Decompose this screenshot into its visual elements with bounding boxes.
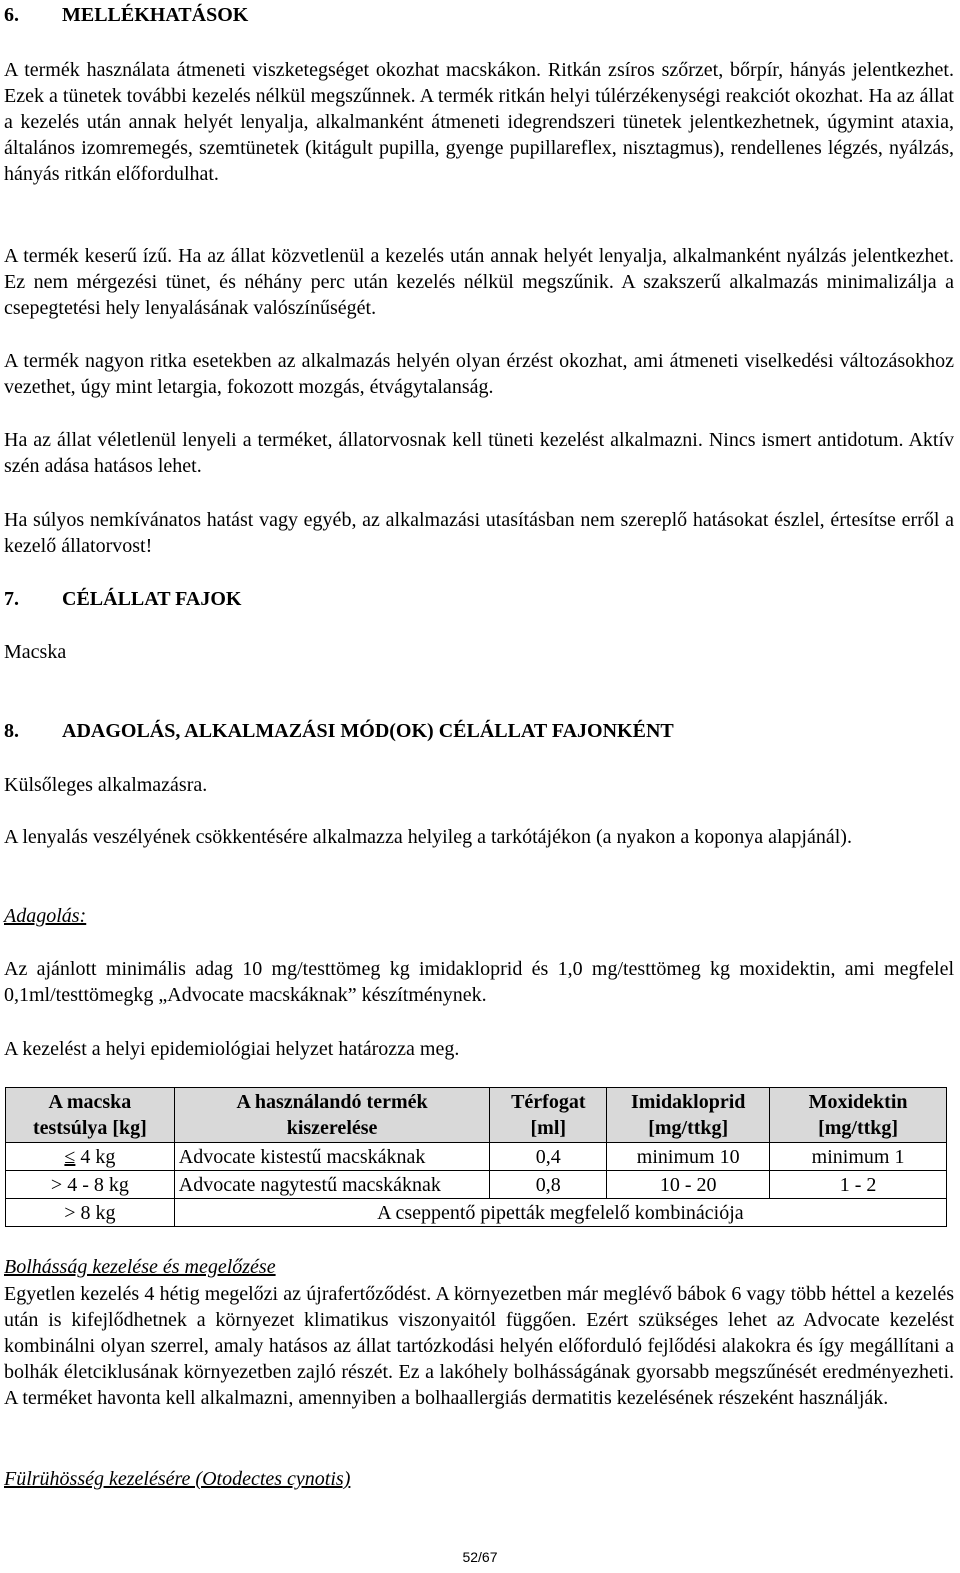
application-site-text: A lenyalás veszélyének csökkentésére alkalmazza helyileg a tarkótájékon (a nyakon a koponya alapjánál).: [4, 826, 852, 848]
table-row: [6, 1199, 947, 1227]
section-6-heading: [4, 2, 954, 28]
section-number: 7.: [4, 588, 19, 610]
table-cell-imidacloprid: minimum 10: [607, 1143, 770, 1171]
table-row: [6, 1171, 947, 1199]
section-title: CÉLÁLLAT FAJOK: [62, 588, 242, 610]
table-cell-weight: ≤ 4 kg: [6, 1143, 175, 1171]
table-cell-weight: > 8 kg: [6, 1199, 175, 1227]
dosage-table: [5, 1087, 947, 1227]
side-effects-paragraph-4: Ha az állat véletlenül lenyeli a terméket, állatorvosnak kell tüneti kezelést alkalmazni. Nincs ismert antidotum. Aktív szén adása hatásos lehet.: [4, 429, 954, 477]
table-cell-product: Advocate nagytestű macskáknak: [174, 1171, 490, 1199]
section-7-heading: [4, 586, 954, 612]
ear-mites-subheading: Fülrühösség kezelésére (Otodectes cynotis): [4, 1468, 351, 1490]
table-header-row: [6, 1088, 947, 1143]
table-cell-weight: > 4 - 8 kg: [6, 1171, 175, 1199]
recommended-dose-text: Az ajánlott minimális adag 10 mg/testtömeg kg imidakloprid és 1,0 mg/testtömeg kg moxidektin, ami megfelel 0,1ml/testtömegkg „Advocate macskáknak” készítménynek.: [4, 958, 954, 1006]
side-effects-paragraph-3: A termék nagyon ritka esetekben az alkalmazás helyén olyan érzést okozhat, ami átmeneti viselkedési változásokhoz vezethet, úgy mint letargia, fokozott mozgás, étvágytalanság.: [4, 350, 954, 398]
table-cell-imidacloprid: 10 - 20: [607, 1171, 770, 1199]
side-effects-paragraph-2: A termék keserű ízű. Ha az állat közvetlenül a kezelés után annak helyét lenyalja, alkalmanként nyálzás jelentkezhet. Ez nem mérgezési tünet, és néhány perc után kezelés nélkül megszűnik. A szakszerű alkalmazás minimalizálja a csepegtetési hely lenyalásának valószínűségét.: [4, 245, 954, 319]
external-use-text: Külsőleges alkalmazásra.: [4, 774, 208, 796]
section-title: ADAGOLÁS, ALKALMAZÁSI MÓD(OK) CÉLÁLLAT FAJONKÉNT: [62, 720, 674, 742]
section-number: 8.: [4, 720, 19, 742]
flea-treatment-text: Egyetlen kezelés 4 hétig megelőzi az újrafertőződést. A környezetben már meglévő bábok 6 vagy több héttel a kezelés után is kifejlődhetnek a környezet klimatikus viszonyaitól függően. Ezért szükséges lehet az Advocate kezelést kombinálni olyan szerrel, amaly hatásos az állat tartózkodási helyén előforduló fejlődési alakokra és így megállítani a bolhák életciklusának környezetben zajló részét. Ez a lakóhely bolhásságának gyorsabb megszűnését eredményezheti. A terméket havonta kell alkalmazni, amennyiben a bolhaallergiás dermatitis kezelésének részeként használják.: [4, 1283, 954, 1409]
table-cell-moxidectin: minimum 1: [770, 1143, 947, 1171]
table-header-moxidectin: Moxidektin [mg/ttkg]: [770, 1088, 947, 1143]
table-cell-combination-note: A cseppentő pipetták megfelelő kombinációja: [174, 1199, 946, 1227]
table-cell-moxidectin: 1 - 2: [770, 1171, 947, 1199]
side-effects-paragraph-5: Ha súlyos nemkívánatos hatást vagy egyéb, az alkalmazási utasításban nem szereplő hatásokat észlel, értesítse erről a kezelő állatorvost!: [4, 509, 954, 557]
table-cell-product: Advocate kistestű macskáknak: [174, 1143, 490, 1171]
section-number: 6.: [4, 4, 19, 26]
epidemiology-text: A kezelést a helyi epidemiológiai helyzet határozza meg.: [4, 1038, 460, 1060]
table-header-product: A használandó termék kiszerelése: [174, 1088, 490, 1143]
table-header-volume: Térfogat [ml]: [490, 1088, 607, 1143]
target-species: Macska: [4, 641, 67, 663]
table-row: [6, 1143, 947, 1171]
flea-subheading: Bolhásság kezelése és megelőzése: [4, 1256, 276, 1278]
side-effects-paragraph-1: A termék használata átmeneti viszketegséget okozhat macskákon. Ritkán zsíros szőrzet, bőrpír, hányás jelentkezhet. Ezek a tünetek további kezelés nélkül megszűnnek. A termék ritkán helyi túlérzékenységi reakciót okozhat. Ha az állat a kezelés után annak helyét lenyalja, alkalmanként átmeneti idegrendszeri tünetek jelentkezhetnek, úgymint ataxia, általános izomremegés, szemtünetek (kitágult pupilla, gyenge pupillareflex, nisztagmus), rendellenes légzés, nyálzás, hányás ritkán előfordulhat.: [4, 59, 954, 185]
table-cell-volume: 0,4: [490, 1143, 607, 1171]
section-title: MELLÉKHATÁSOK: [62, 4, 249, 26]
page-number: 52/67: [462, 1549, 498, 1565]
table-header-weight: A macska testsúlya [kg]: [6, 1088, 175, 1143]
table-cell-volume: 0,8: [490, 1171, 607, 1199]
section-8-heading: [4, 718, 954, 744]
dosing-subheading: Adagolás:: [4, 905, 87, 927]
table-header-imidacloprid: Imidakloprid [mg/ttkg]: [607, 1088, 770, 1143]
